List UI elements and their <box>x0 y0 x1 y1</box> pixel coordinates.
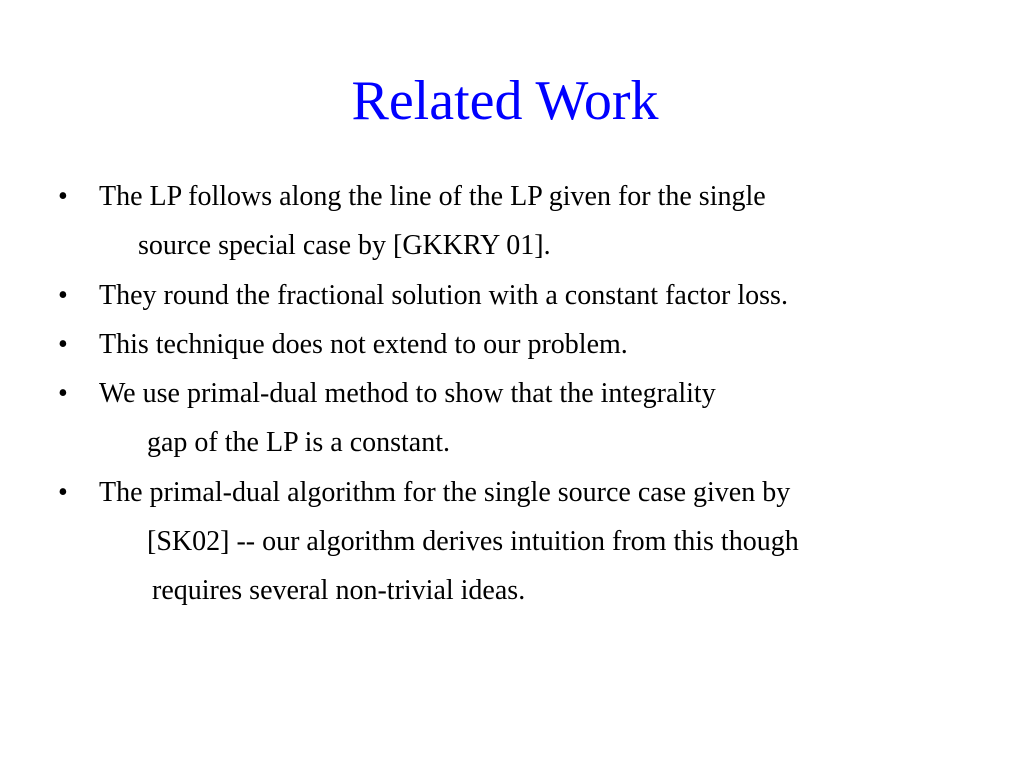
bullet-text-line: This technique does not extend to our problem. <box>99 328 628 360</box>
bullet-item <box>58 172 998 271</box>
bullet-item <box>58 369 998 468</box>
bullet-icon: • <box>58 378 68 410</box>
bullet-text-line: They round the fractional solution with a constant factor loss. <box>99 279 788 311</box>
bullet-icon: • <box>58 476 68 508</box>
bullet-item <box>58 468 998 616</box>
bullet-text-line: The LP follows along the line of the LP given for the single <box>99 181 766 212</box>
bullet-icon: • <box>58 279 68 311</box>
bullet-text-continuation: gap of the LP is a constant. <box>147 427 451 459</box>
bullet-text-continuation: requires several non-trivial ideas. <box>152 575 526 607</box>
bullet-list <box>58 172 998 616</box>
bullet-item <box>58 271 998 320</box>
bullet-item <box>58 320 998 369</box>
bullet-text-line: We use primal-dual method to show that the integrality <box>99 378 716 410</box>
bullet-icon: • <box>58 181 68 212</box>
bullet-text-line: The primal-dual algorithm for the single source case given by <box>99 476 791 508</box>
slide-title: Related Work <box>351 70 659 132</box>
bullet-text-continuation: [SK02] -- our algorithm derives intuition from this though <box>147 526 799 558</box>
bullet-text-continuation: source special case by [GKKRY 01]. <box>138 230 551 262</box>
bullet-icon: • <box>58 328 68 360</box>
